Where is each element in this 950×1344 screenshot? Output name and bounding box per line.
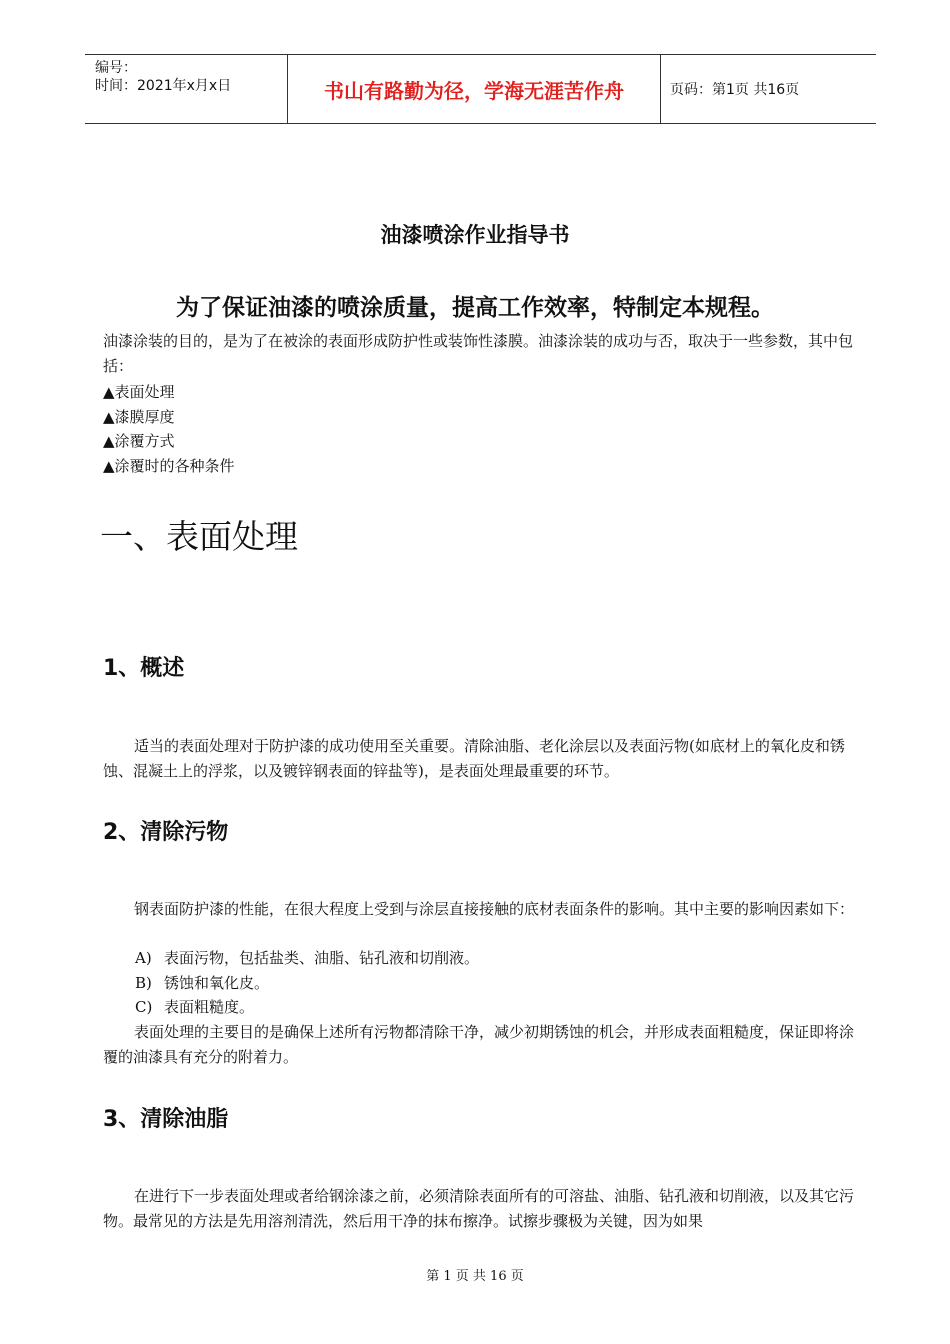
list-marker: A) xyxy=(135,949,152,967)
body-paragraph: 钢表面防护漆的性能，在很大程度上受到与涂层直接接触的底材表面条件的影响。其中主要的影响因素如下： xyxy=(134,900,855,918)
section-heading: 一、表面处理 xyxy=(100,517,298,556)
header-meta-cell xyxy=(85,55,287,123)
document-title: 油漆喷涂作业指导书 xyxy=(380,222,570,247)
page-footer: 第 1 页 共 16 页 xyxy=(426,1269,524,1284)
list-item xyxy=(135,946,479,970)
body-paragraph: 表面处理的主要目的是确保上述所有污物都清除干净，减少初期锈蚀的机会，并形成表面粗糙度，保证即将涂覆的油漆具有充分的附着力。 xyxy=(103,1023,855,1066)
intro-paragraph: 油漆涂装的目的，是为了在被涂的表面形成防护性或装饰性漆膜。油漆涂装的成功与否，取决于一些参数，其中包括： xyxy=(103,332,854,375)
list-marker: C) xyxy=(135,998,153,1016)
bullet-item: ▲涂覆时的各种条件 xyxy=(103,457,235,475)
bullet-item: ▲漆膜厚度 xyxy=(103,408,175,426)
bullet-item: ▲涂覆方式 xyxy=(103,432,175,450)
bullet-item: ▲表面处理 xyxy=(103,383,175,401)
body-paragraph: 在进行下一步表面处理或者给钢涂漆之前，必须清除表面所有的可溶盐、油脂、钻孔液和切削液，以及其它污物。最常见的方法是先用溶剂清洗，然后用干净的抹布擦净。试擦步骤极为关键，因为如果 xyxy=(103,1187,855,1230)
subsection-heading: 3、清除油脂 xyxy=(103,1107,229,1132)
subsection-heading: 1、概述 xyxy=(103,656,185,681)
header-page-info: 页码：第1页 共16页 xyxy=(670,82,800,98)
list-text: 表面粗糙度。 xyxy=(164,998,255,1016)
body-paragraph: 适当的表面处理对于防护漆的成功使用至关重要。清除油脂、老化涂层以及表面污物(如底材上的氧化皮和锈蚀、混凝土上的浮浆，以及镀锌钢表面的锌盐等)，是表面处理最重要的环节。 xyxy=(103,737,845,780)
header-motto: 书山有路勤为径，学海无涯苦作舟 xyxy=(287,55,661,123)
number-label: 编号： xyxy=(95,60,137,76)
list-item xyxy=(135,971,269,995)
subsection-heading: 2、清除污物 xyxy=(103,820,229,845)
list-text: 锈蚀和氧化皮。 xyxy=(164,974,270,992)
time-label: 时间：2021年x月x日 xyxy=(95,78,232,94)
document-subtitle: 为了保证油漆的喷涂质量，提高工作效率，特制定本规程。 xyxy=(176,294,774,321)
list-marker: B) xyxy=(135,974,152,992)
list-item xyxy=(135,995,254,1019)
list-text: 表面污物，包括盐类、油脂、钻孔液和切削液。 xyxy=(164,949,480,967)
header-table xyxy=(85,54,876,124)
